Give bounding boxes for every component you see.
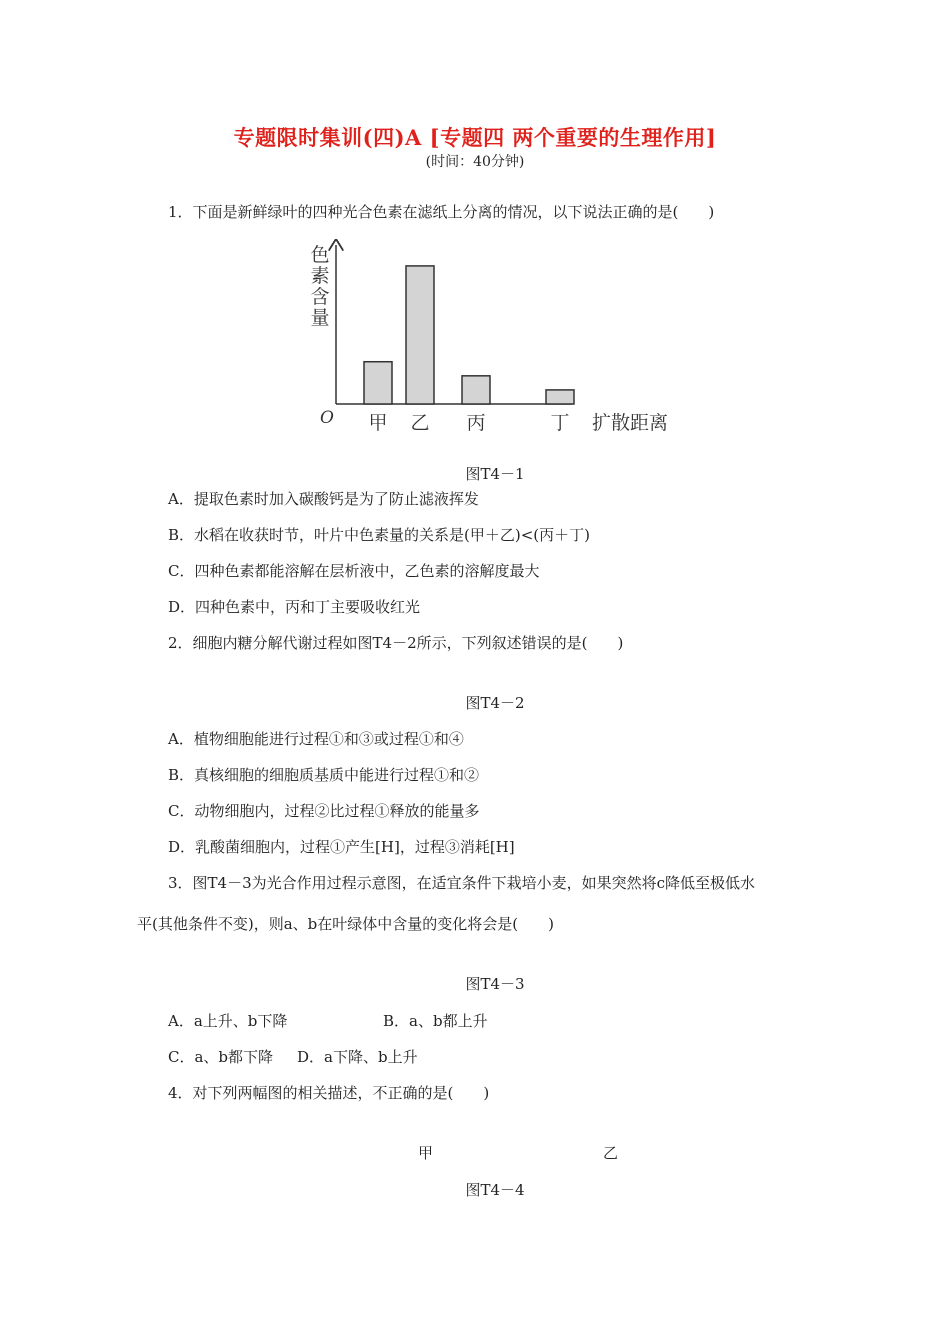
origin-label: O bbox=[320, 408, 334, 428]
figure-caption-t4-4: 图T4－4 bbox=[465, 1181, 525, 1199]
bar-3 bbox=[462, 376, 490, 404]
q3-option-a: A．a上升、b下降 bbox=[168, 1012, 288, 1030]
figure-label-yi: 乙 bbox=[603, 1144, 619, 1162]
q2-option-c: C．动物细胞内，过程②比过程①释放的能量多 bbox=[168, 802, 480, 820]
question-4-stem: 4．对下列两幅图的相关描述，不正确的是( ) bbox=[168, 1084, 490, 1102]
q1-option-b: B．水稻在收获时节，叶片中色素量的关系是(甲＋乙)<(丙＋丁) bbox=[168, 526, 591, 544]
x-tick-label: 丁 bbox=[550, 412, 570, 434]
x-tick-label: 丙 bbox=[466, 412, 486, 434]
q3-option-d: D．a下降、b上升 bbox=[297, 1048, 418, 1066]
x-tick-label: 乙 bbox=[410, 412, 430, 434]
question-2-stem: 2．细胞内糖分解代谢过程如图T4－2所示，下列叙述错误的是( ) bbox=[168, 634, 624, 652]
pigment-bar-chart bbox=[300, 235, 680, 440]
bar-1 bbox=[364, 362, 392, 404]
page-title: 专题限时集训(四)A [专题四 两个重要的生理作用] bbox=[233, 125, 717, 150]
q2-option-a: A．植物细胞能进行过程①和③或过程①和④ bbox=[168, 730, 464, 748]
figure-caption-t4-3: 图T4－3 bbox=[465, 975, 525, 993]
time-limit: (时间：40分钟) bbox=[425, 154, 525, 170]
q1-option-d: D．四种色素中，丙和丁主要吸收红光 bbox=[168, 598, 421, 616]
y-axis-label-char: 含 bbox=[310, 286, 330, 308]
figure-caption-t4-1: 图T4－1 bbox=[465, 465, 525, 483]
q1-option-a: A．提取色素时加入碳酸钙是为了防止滤液挥发 bbox=[168, 490, 479, 508]
q2-option-d: D．乳酸菌细胞内，过程①产生[H]，过程③消耗[H] bbox=[168, 838, 515, 856]
q2-option-b: B．真核细胞的细胞质基质中能进行过程①和② bbox=[168, 766, 480, 784]
x-axis-label: 扩散距离 bbox=[592, 412, 669, 434]
y-axis-label-char: 色 bbox=[310, 244, 330, 266]
q3-option-c: C．a、b都下降 bbox=[168, 1048, 274, 1066]
y-axis-label bbox=[310, 244, 329, 329]
figure-caption-t4-2: 图T4－2 bbox=[465, 694, 525, 712]
bar-2 bbox=[406, 266, 434, 404]
question-3-stem-line1: 3．图T4－3为光合作用过程示意图，在适宜条件下栽培小麦，如果突然将c降低至极低水 bbox=[168, 874, 756, 892]
question-1-stem: 1．下面是新鲜绿叶的四种光合色素在滤纸上分离的情况，以下说法正确的是( ) bbox=[168, 203, 715, 221]
q3-option-b: B．a、b都上升 bbox=[383, 1012, 488, 1030]
y-axis-label-char: 量 bbox=[310, 307, 330, 329]
figure-label-jia: 甲 bbox=[418, 1144, 434, 1162]
x-tick-label: 甲 bbox=[368, 412, 388, 434]
y-axis-label-char: 素 bbox=[310, 265, 330, 287]
question-3-stem-line2: 平(其他条件不变)，则a、b在叶绿体中含量的变化将会是( ) bbox=[137, 915, 554, 933]
bar-4 bbox=[546, 390, 574, 404]
q1-option-c: C．四种色素都能溶解在层析液中，乙色素的溶解度最大 bbox=[168, 562, 540, 580]
